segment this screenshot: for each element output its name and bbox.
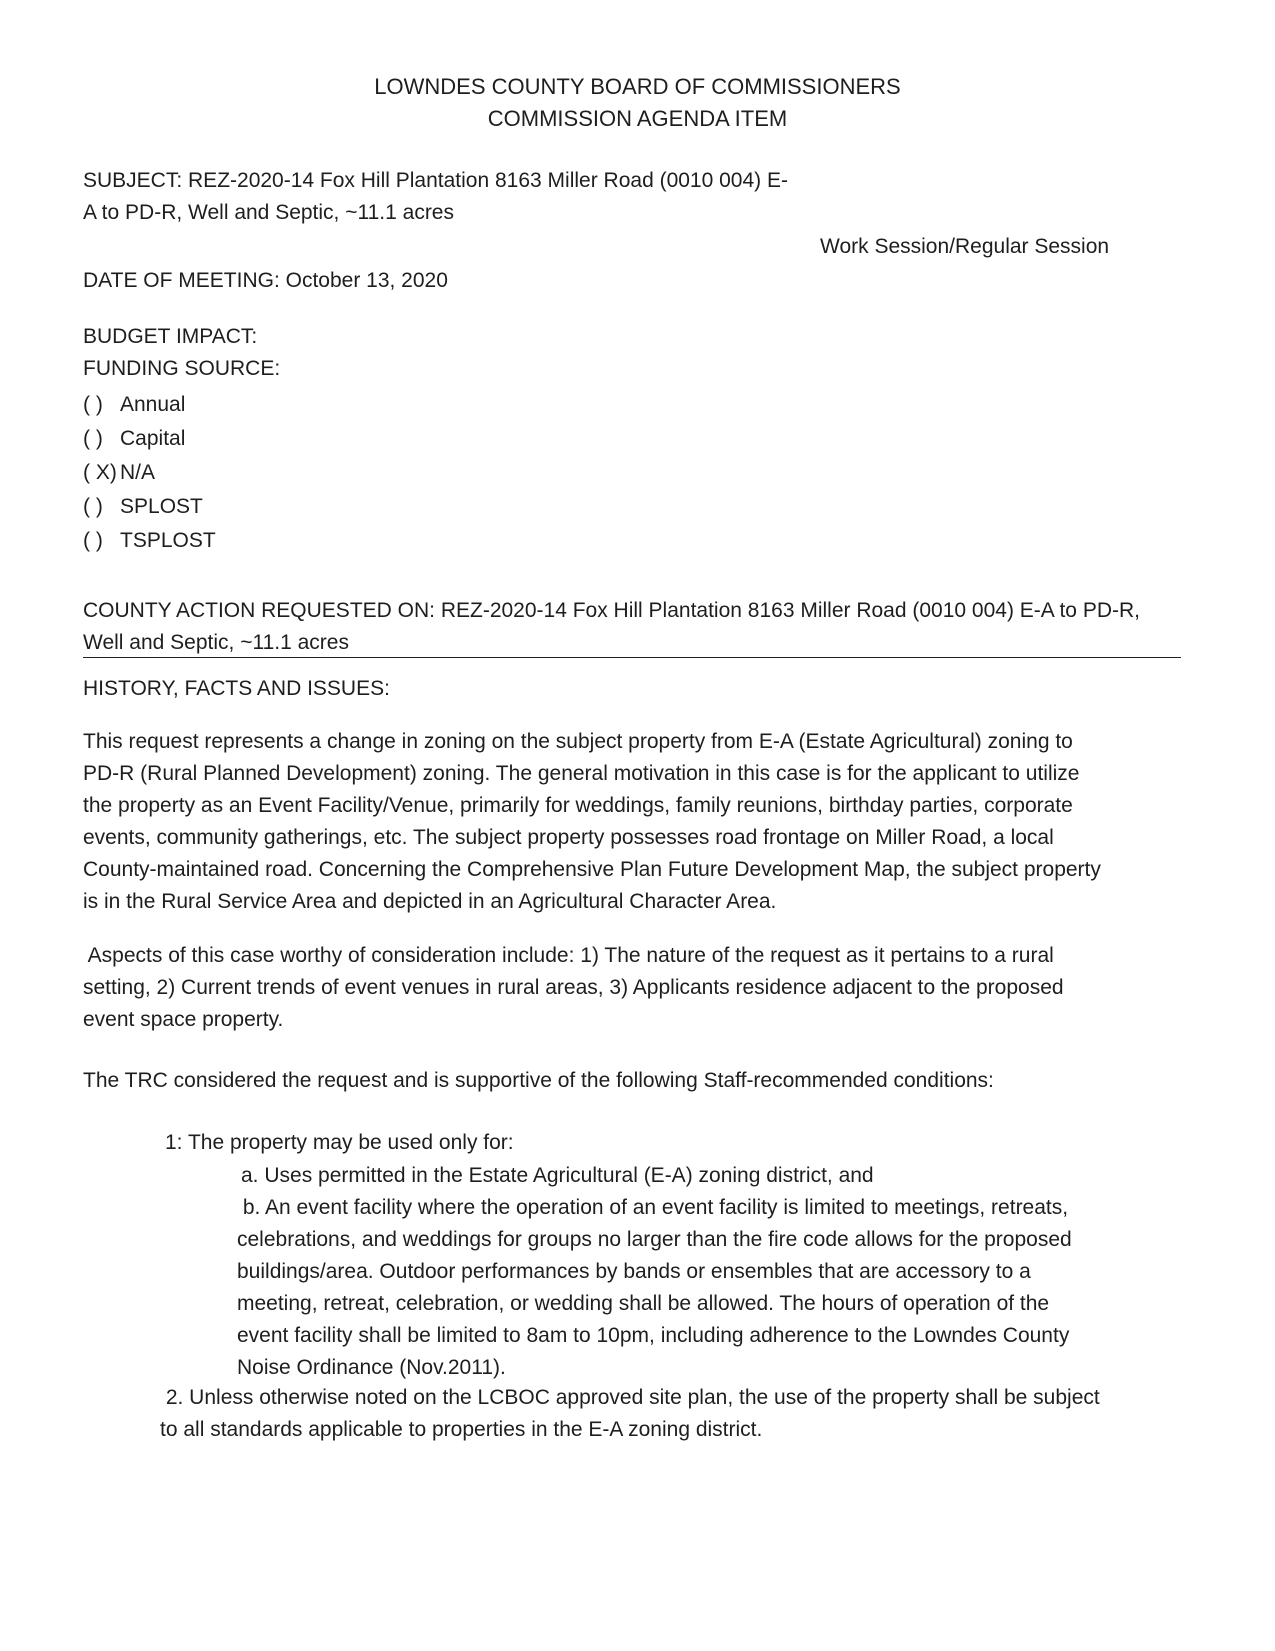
section-divider: [83, 657, 1181, 658]
checkbox-mark: ( X): [83, 461, 117, 484]
subject-line-2: A to PD-R, Well and Septic, ~11.1 acres: [83, 201, 454, 224]
checkbox-mark: ( ): [83, 393, 103, 416]
condition-1: 1: The property may be used only for:: [165, 1131, 514, 1154]
condition-line: meeting, retreat, celebration, or wedding shall be allowed. The hours of operation of the: [237, 1292, 1050, 1315]
condition-line: 2. Unless otherwise noted on the LCBOC approved site plan, the use of the property shall be subject: [160, 1386, 1100, 1409]
funding-option-capital: [83, 427, 186, 450]
funding-option-label: Capital: [120, 427, 186, 450]
condition-2: [160, 1382, 1200, 1446]
budget-impact-label: BUDGET IMPACT:: [83, 325, 258, 348]
action-requested-line-1: COUNTY ACTION REQUESTED ON: REZ-2020-14 Fox Hill Plantation 8163 Miller Road (0010 004) E-A to PD-R,: [83, 599, 1140, 622]
paragraph-line: event space property.: [83, 1008, 284, 1031]
paragraph-line: County-maintained road. Concerning the Comprehensive Plan Future Development Map, the subject property: [83, 858, 1101, 881]
funding-option-label: Annual: [120, 393, 186, 416]
paragraph-line: setting, 2) Current trends of event venues in rural areas, 3) Applicants residence adjacent to the proposed: [83, 976, 1064, 999]
funding-option-splost: [83, 495, 203, 518]
action-requested-line-2: Well and Septic, ~11.1 acres: [83, 631, 349, 654]
paragraph-line: is in the Rural Service Area and depicted in an Agricultural Character Area.: [83, 890, 777, 913]
condition-line: b. An event facility where the operation of an event facility is limited to meetings, retreats,: [237, 1196, 1069, 1219]
date-of-meeting: DATE OF MEETING: October 13, 2020: [83, 269, 448, 292]
paragraph-line: the property as an Event Facility/Venue, primarily for weddings, family reunions, birthday parties, corporate: [83, 794, 1073, 817]
funding-source-label: FUNDING SOURCE:: [83, 357, 281, 380]
history-heading: HISTORY, FACTS AND ISSUES:: [83, 677, 390, 700]
paragraph-line: events, community gatherings, etc. The subject property possesses road frontage on Miller Road, a local: [83, 826, 1054, 849]
paragraph-line: This request represents a change in zoning on the subject property from E-A (Estate Agricultural) zoning to: [83, 730, 1073, 753]
condition-line: Noise Ordinance (Nov.2011).: [237, 1356, 506, 1379]
checkbox-mark: ( ): [83, 529, 103, 552]
session-type: Work Session/Regular Session: [820, 235, 1110, 258]
funding-option-label: SPLOST: [120, 495, 203, 518]
condition-line: celebrations, and weddings for groups no larger than the fire code allows for the proposed: [237, 1228, 1072, 1251]
checkbox-mark: ( ): [83, 427, 103, 450]
paragraph-line: Aspects of this case worthy of consideration include: 1) The nature of the request as it pertains to a rural: [83, 944, 1054, 967]
checkbox-mark: ( ): [83, 495, 103, 518]
history-paragraph-1: [83, 726, 1203, 918]
header-subtitle: COMMISSION AGENDA ITEM: [487, 106, 788, 131]
funding-option-label: N/A: [120, 461, 156, 484]
funding-option-tsplost: [83, 529, 216, 552]
funding-option-annual: [83, 393, 186, 416]
subject-line-1: SUBJECT: REZ-2020-14 Fox Hill Plantation 8163 Miller Road (0010 004) E-: [83, 169, 788, 192]
trc-statement: The TRC considered the request and is supportive of the following Staff-recommended conditions:: [83, 1069, 994, 1092]
header-title: LOWNDES COUNTY BOARD OF COMMISSIONERS: [374, 74, 901, 99]
condition-line: to all standards applicable to properties in the E-A zoning district.: [160, 1418, 763, 1441]
funding-option-label: TSPLOST: [120, 529, 216, 552]
condition-1a: a. Uses permitted in the Estate Agricultural (E-A) zoning district, and: [241, 1164, 874, 1187]
funding-option-na: [83, 461, 156, 484]
condition-line: event facility shall be limited to 8am to 10pm, including adherence to the Lowndes County: [237, 1324, 1070, 1347]
condition-line: buildings/area. Outdoor performances by bands or ensembles that are accessory to a: [237, 1260, 1031, 1283]
history-paragraph-2: [83, 940, 1203, 1036]
paragraph-line: PD-R (Rural Planned Development) zoning. The general motivation in this case is for the applicant to utilize: [83, 762, 1080, 785]
condition-1b: [237, 1192, 1197, 1384]
